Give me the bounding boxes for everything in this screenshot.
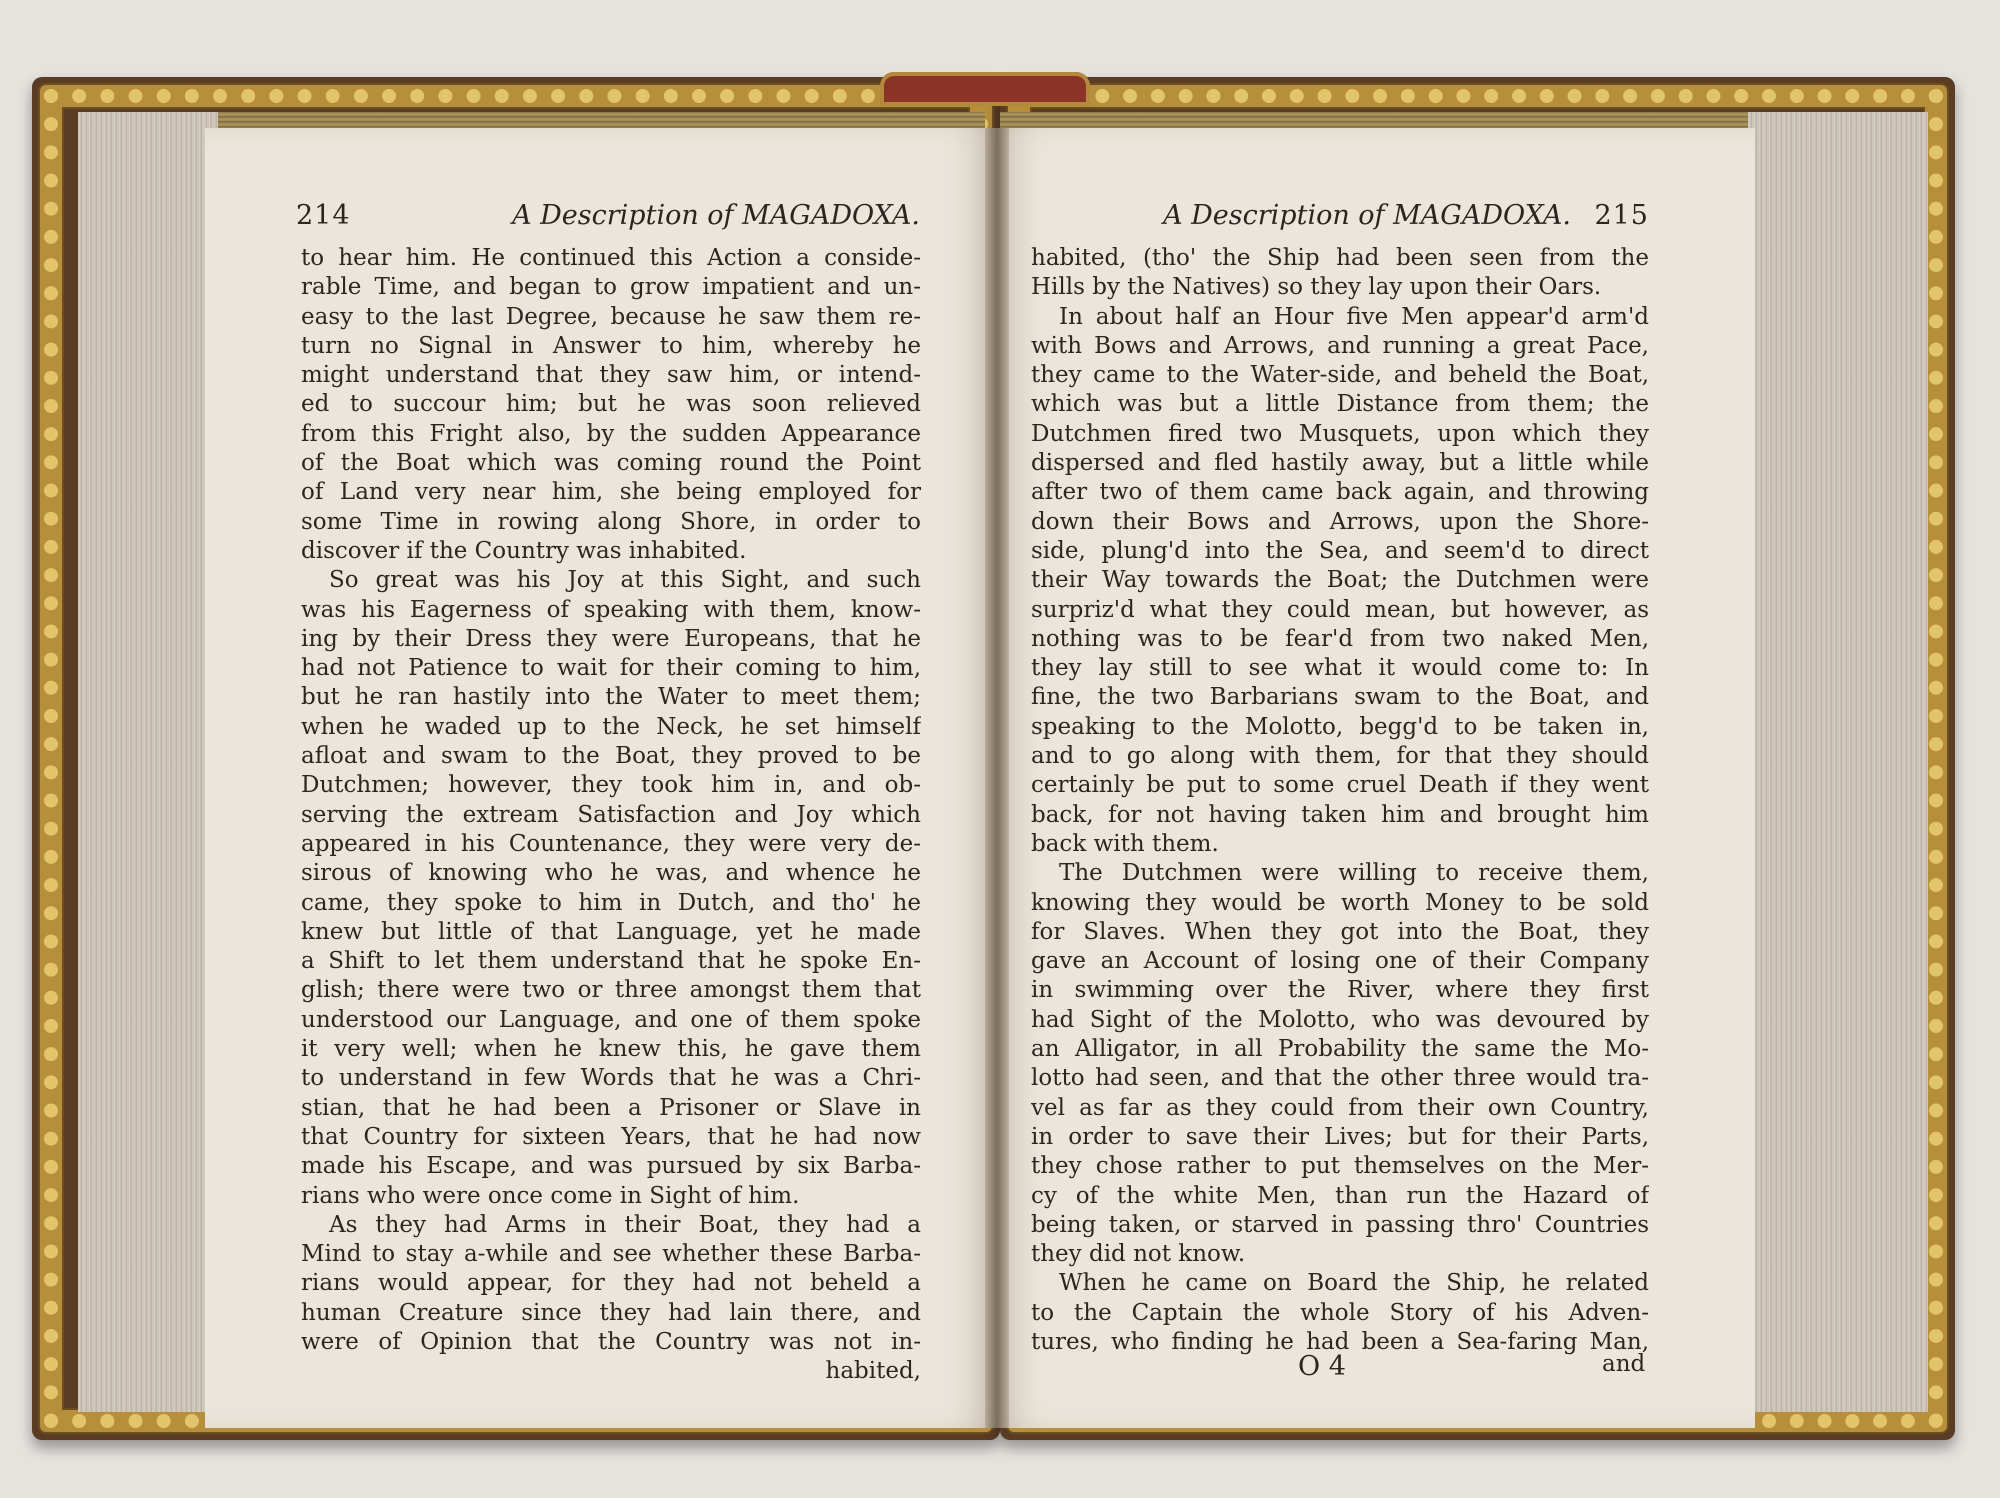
text-line: that Country for sixteen Years, that he had now bbox=[301, 1123, 921, 1150]
text-line: lotto had seen, and that the other three would tra- bbox=[1031, 1065, 1649, 1092]
text-line: after two of them came back again, and throwing bbox=[1031, 479, 1649, 506]
text-line: fine, the two Barbarians swam to the Boat, and bbox=[1031, 684, 1649, 711]
text-line: back, for not having taken him and brought him bbox=[1031, 801, 1649, 828]
text-line: Hills by the Natives) so they lay upon their Oars. bbox=[1031, 274, 1602, 301]
text-line: The Dutchmen were willing to receive them, bbox=[1059, 860, 1649, 887]
right-page-header bbox=[1031, 200, 1649, 240]
text-line: nothing was to be fear'd from two naked Men, bbox=[1031, 625, 1649, 652]
text-line: discover if the Country was inhabited. bbox=[301, 537, 747, 564]
text-line: understood our Language, and one of them spoke bbox=[301, 1006, 921, 1033]
text-line: which was but a little Distance from them; the bbox=[1031, 391, 1649, 418]
text-line: Dutchmen fired two Musquets, upon which they bbox=[1031, 420, 1649, 447]
text-line: their Way towards the Boat; the Dutchmen were bbox=[1031, 567, 1649, 594]
text-line: were of Opinion that the Country was not in- bbox=[301, 1328, 921, 1355]
left-page-text bbox=[301, 244, 921, 1387]
text-line: afloat and swam to the Boat, they proved to be bbox=[301, 743, 921, 770]
text-line: to understand in few Words that he was a Chri- bbox=[301, 1065, 921, 1092]
text-line: made his Escape, and was pursued by six Barba- bbox=[301, 1153, 921, 1180]
text-line: human Creature since they had lain there, and bbox=[301, 1299, 921, 1326]
text-line: Dutchmen; however, they took him in, and ob- bbox=[301, 772, 921, 799]
text-line: gave an Account of losing one of their Company bbox=[1031, 948, 1649, 975]
text-line: ed to succour him; but he was soon relieved bbox=[301, 391, 921, 418]
signature-mark: O 4 bbox=[1298, 1351, 1346, 1382]
text-line: speaking to the Molotto, begg'd to be taken in, bbox=[1031, 713, 1649, 740]
text-line: vel as far as they could from their own Country, bbox=[1031, 1094, 1649, 1121]
text-line: with Bows and Arrows, and running a great Pace, bbox=[1031, 332, 1649, 359]
text-line: rians would appear, for they had not beheld a bbox=[301, 1270, 921, 1297]
text-line: habited, bbox=[825, 1358, 921, 1385]
text-line: being taken, or starved in passing thro' Countries bbox=[1031, 1211, 1649, 1238]
text-line: down their Bows and Arrows, upon the Shore- bbox=[1031, 508, 1649, 535]
text-line: tures, who finding he had been a Sea-faring Man, bbox=[1031, 1328, 1649, 1355]
running-title: A Description of MAGADOXA. bbox=[1163, 200, 1571, 231]
text-line: When he came on Board the Ship, he related bbox=[1059, 1270, 1649, 1297]
text-line: certainly be put to some cruel Death if they went bbox=[1031, 772, 1649, 799]
left-page-header bbox=[296, 200, 920, 240]
text-line: it very well; when he knew this, he gave them bbox=[301, 1036, 921, 1063]
text-line: they lay still to see what it would come to: In bbox=[1031, 655, 1649, 682]
text-line: they did not know. bbox=[1031, 1241, 1246, 1268]
text-line: rable Time, and began to grow impatient and un- bbox=[301, 274, 921, 301]
text-line: stian, that he had been a Prisoner or Slave in bbox=[301, 1094, 921, 1121]
text-line: to hear him. He continued this Action a conside- bbox=[301, 245, 921, 271]
text-line: rians who were once come in Sight of him. bbox=[301, 1182, 800, 1209]
text-line: ing by their Dress they were Europeans, that he bbox=[301, 625, 921, 652]
text-line: of the Boat which was coming round the Point bbox=[301, 450, 921, 477]
text-line: back with them. bbox=[1031, 830, 1219, 857]
text-line: an Alligator, in all Probability the same the Mo- bbox=[1031, 1036, 1649, 1063]
text-line: In about half an Hour five Men appear'd arm'd bbox=[1059, 303, 1649, 330]
text-line: was his Eagerness of speaking with them, know- bbox=[301, 596, 921, 623]
text-line: knowing they would be worth Money to be sold bbox=[1031, 889, 1649, 916]
text-line: cy of the white Men, than run the Hazard of bbox=[1031, 1182, 1649, 1209]
text-line: for Slaves. When they got into the Boat, they bbox=[1031, 918, 1649, 945]
text-line: appeared in his Countenance, they were very de- bbox=[301, 830, 921, 857]
text-line: and to go along with them, for that they should bbox=[1031, 743, 1649, 770]
text-line: a Shift to let them understand that he spoke En- bbox=[301, 948, 921, 975]
text-line: had not Patience to wait for their coming to him, bbox=[301, 655, 921, 682]
text-line: habited, (tho' the Ship had been seen from the bbox=[1031, 245, 1649, 271]
text-line: So great was his Joy at this Sight, and such bbox=[329, 567, 921, 594]
text-line: glish; there were two or three amongst them that bbox=[301, 977, 921, 1004]
text-line: turn no Signal in Answer to him, whereby he bbox=[301, 332, 921, 359]
text-line: they came to the Water-side, and beheld the Boat, bbox=[1031, 362, 1649, 389]
text-line: of Land very near him, she being employed for bbox=[301, 479, 921, 506]
page-stack-right bbox=[1748, 112, 1928, 1412]
catchword: and bbox=[1602, 1351, 1646, 1377]
text-line: to the Captain the whole Story of his Adven- bbox=[1031, 1299, 1649, 1326]
text-line: had Sight of the Molotto, who was devoured by bbox=[1031, 1006, 1649, 1033]
text-line: when he waded up to the Neck, he set himself bbox=[301, 713, 921, 740]
text-line: in swimming over the River, where they first bbox=[1031, 977, 1649, 1004]
text-line: surpriz'd what they could mean, but however, as bbox=[1031, 596, 1649, 623]
page-stack-left bbox=[78, 112, 218, 1412]
text-line: they chose rather to put themselves on the Mer- bbox=[1031, 1153, 1649, 1180]
text-line: but he ran hastily into the Water to meet them; bbox=[301, 684, 921, 711]
text-line: knew but little of that Language, yet he made bbox=[301, 918, 921, 945]
text-line: serving the extream Satisfaction and Joy which bbox=[301, 801, 921, 828]
book-gutter bbox=[985, 128, 1009, 1428]
spine-headband bbox=[880, 72, 1090, 106]
text-line: some Time in rowing along Shore, in order to bbox=[301, 508, 921, 535]
text-line: As they had Arms in their Boat, they had a bbox=[329, 1211, 921, 1238]
page-number: 215 bbox=[1594, 200, 1649, 231]
text-line: side, plung'd into the Sea, and seem'd to direct bbox=[1031, 537, 1649, 564]
text-line: Mind to stay a-while and see whether these Barba- bbox=[301, 1241, 921, 1268]
text-line: dispersed and fled hastily away, but a little while bbox=[1031, 450, 1649, 477]
text-line: in order to save their Lives; but for their Parts, bbox=[1031, 1123, 1649, 1150]
page-number: 214 bbox=[296, 200, 351, 231]
text-line: sirous of knowing who he was, and whence he bbox=[301, 860, 921, 887]
text-line: came, they spoke to him in Dutch, and tho' he bbox=[301, 889, 921, 916]
text-line: easy to the last Degree, because he saw them re- bbox=[301, 303, 921, 330]
text-line: from this Fright also, by the sudden Appearance bbox=[301, 420, 921, 447]
running-title: A Description of MAGADOXA. bbox=[512, 200, 920, 231]
right-page-text bbox=[1031, 244, 1649, 1357]
text-line: might understand that they saw him, or intend- bbox=[301, 362, 921, 389]
